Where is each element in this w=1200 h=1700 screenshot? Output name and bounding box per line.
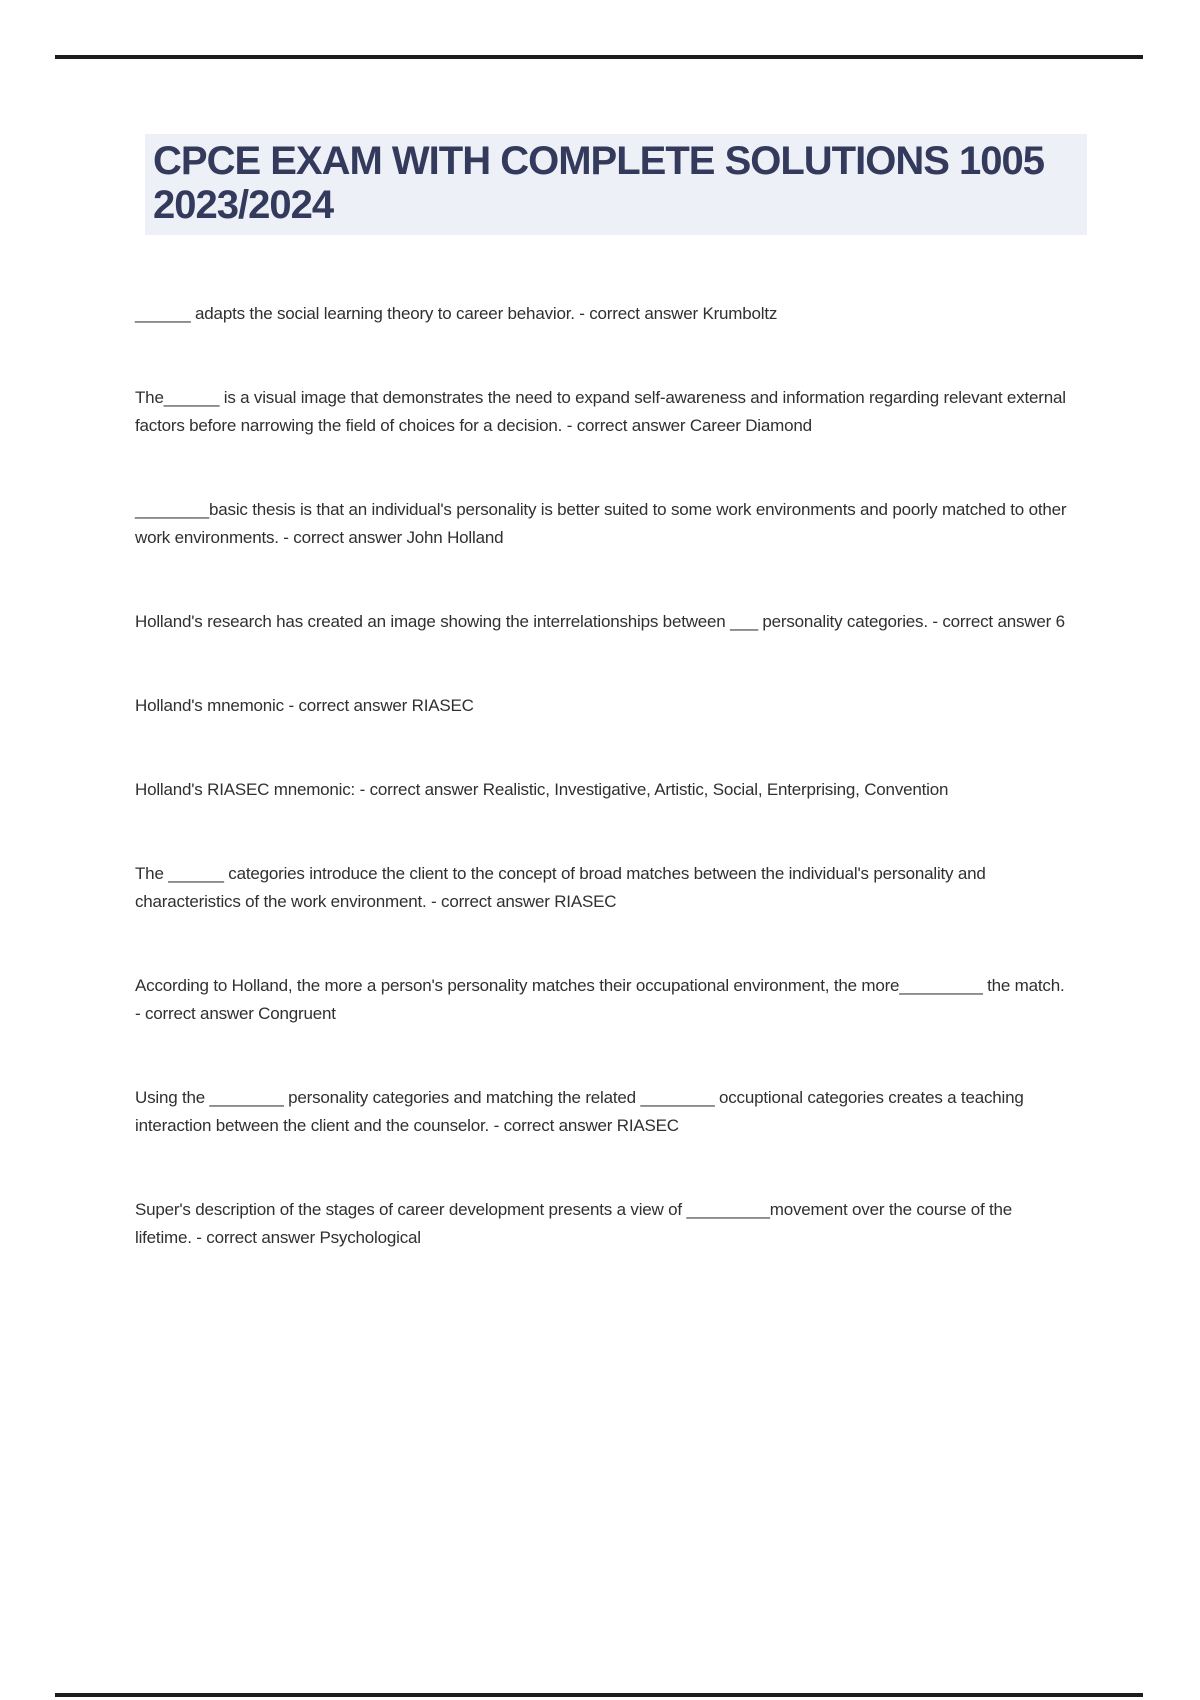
document-title-line-2: 2023/2024	[153, 183, 334, 227]
qa-paragraph: According to Holland, the more a person's personality matches their occupational environment, the more_________ the match. - correct answer Congruent	[135, 976, 1065, 1023]
qa-paragraph: Holland's mnemonic - correct answer RIASEC	[135, 696, 474, 715]
qa-list	[135, 300, 1070, 1308]
top-horizontal-rule	[55, 55, 1143, 59]
document-title-line-1: CPCE EXAM WITH COMPLETE SOLUTIONS 1005	[153, 139, 1045, 183]
qa-paragraph: ______ adapts the social learning theory to career behavior. - correct answer Krumboltz	[135, 304, 778, 323]
qa-paragraph: The______ is a visual image that demonstrates the need to expand self-awareness and information regarding relevant external factors before narrowing the field of choices for a decision. - correct answer Career Diamond	[135, 388, 1066, 435]
qa-paragraph: Holland's research has created an image showing the interrelationships between ___ personality categories. - correct answer 6	[135, 612, 1065, 631]
qa-paragraph: Super's description of the stages of career development presents a view of _________movement over the course of the lifetime. - correct answer Psychological	[135, 1200, 1013, 1247]
qa-paragraph: Holland's RIASEC mnemonic: - correct answer Realistic, Investigative, Artistic, Social, Enterprising, Convention	[135, 780, 949, 799]
qa-paragraph: The ______ categories introduce the client to the concept of broad matches between the individual's personality and characteristics of the work environment. - correct answer RIASEC	[135, 864, 986, 911]
qa-paragraph: ________basic thesis is that an individual's personality is better suited to some work environments and poorly matched to other work environments. - correct answer John Holland	[135, 500, 1067, 547]
qa-paragraph: Using the ________ personality categories and matching the related ________ occuptional categories creates a teaching interaction between the client and the counselor. - correct answer RIASEC	[135, 1088, 1024, 1135]
title-highlight-block	[145, 134, 1087, 235]
bottom-horizontal-rule	[55, 1693, 1143, 1697]
